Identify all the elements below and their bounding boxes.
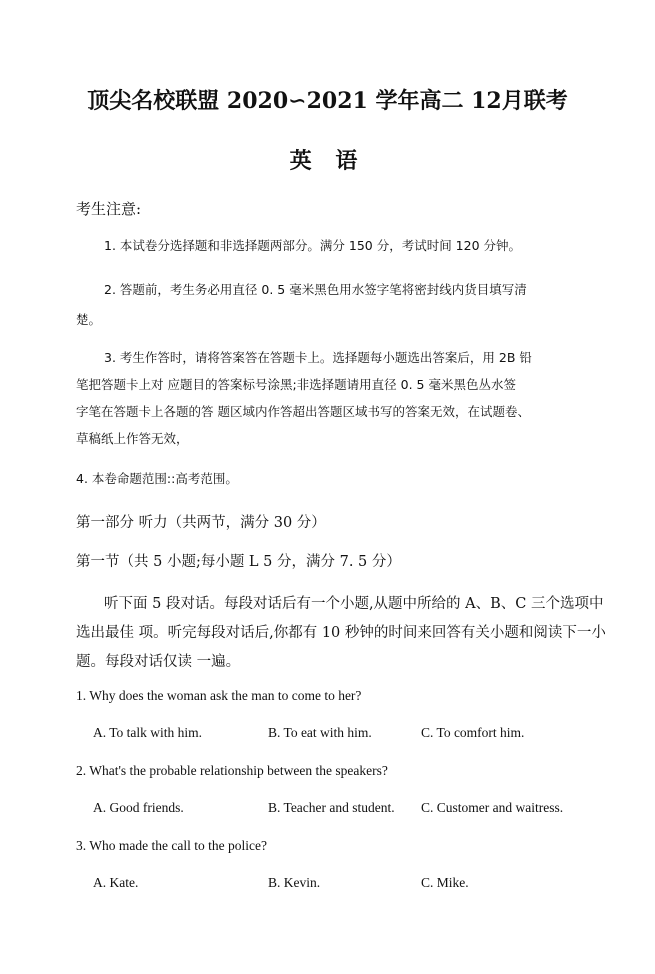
notice-item-3-cont-1: 笔把答题卡上对 应题目的答案标号涂黑;非选择题请用直径 0. 5 毫米黑色丛水签: [76, 377, 516, 392]
notice-item-1: 1. 本试卷分选择题和非选择题两部分。满分 150 分，考试时间 120 分钟。: [104, 238, 522, 253]
notice-item-3-cont-3: 草稿纸上作答无效，: [76, 431, 189, 446]
question-1-stem: 1. Why does the woman ask the man to come to her?: [76, 688, 362, 703]
question-2-option-a: A. Good friends.: [93, 800, 184, 815]
question-3-option-a: A. Kate.: [93, 875, 139, 890]
subject-title: 英 语: [289, 148, 366, 174]
notice-item-3-cont-2: 字笔在答题卡上各题的答 题区域内作答超出答题区域书写的答案无效，在试题卷、: [76, 404, 530, 419]
question-1-option-c: C. To comfort him.: [421, 725, 525, 740]
question-3-option-b: B. Kevin.: [268, 875, 321, 890]
notice-item-2: 2. 答题前，考生务必用直径 0. 5 毫米黑色用水签字笔将密封线内货目填写清: [104, 282, 527, 297]
notice-heading: 考生注意:: [76, 200, 142, 218]
notice-item-4: 4. 本卷命题范围::高考范围。: [76, 471, 238, 486]
exam-title: 顶尖名校联盟 2020∽2021 学年高二 12月联考: [87, 88, 568, 114]
section-one-heading: 第一节（共 5 小题;每小题 L 5 分，满分 7. 5 分）: [76, 554, 401, 570]
question-2-option-b: B. Teacher and student.: [268, 800, 395, 815]
instruction-line-1: 听下面 5 段对话。每段对话后有一个小题,从题中所给的 A、B、C 三个选项中: [104, 596, 604, 612]
question-2-option-c: C. Customer and waitress.: [421, 800, 564, 815]
instruction-line-3: 题。每段对话仅读 一遍。: [76, 654, 241, 670]
part-one-heading: 第一部分 听力（共两节，满分 30 分）: [76, 515, 326, 531]
notice-item-2-cont: 楚。: [76, 312, 102, 327]
question-1-option-a: A. To talk with him.: [93, 725, 203, 740]
question-1-option-b: B. To eat with him.: [268, 725, 372, 740]
question-3-option-c: C. Mike.: [421, 875, 469, 890]
notice-item-3: 3. 考生作答时，请将答案答在答题卡上。选择题每小题选出答案后，用 2B 铅: [104, 350, 532, 365]
question-3-stem: 3. Who made the call to the police?: [76, 838, 267, 853]
instruction-line-2: 选出最佳 项。听完每段对话后,你都有 10 秒钟的时间来回答有关小题和阅读下一小: [76, 625, 606, 641]
question-2-stem: 2. What's the probable relationship between the speakers?: [76, 763, 388, 778]
